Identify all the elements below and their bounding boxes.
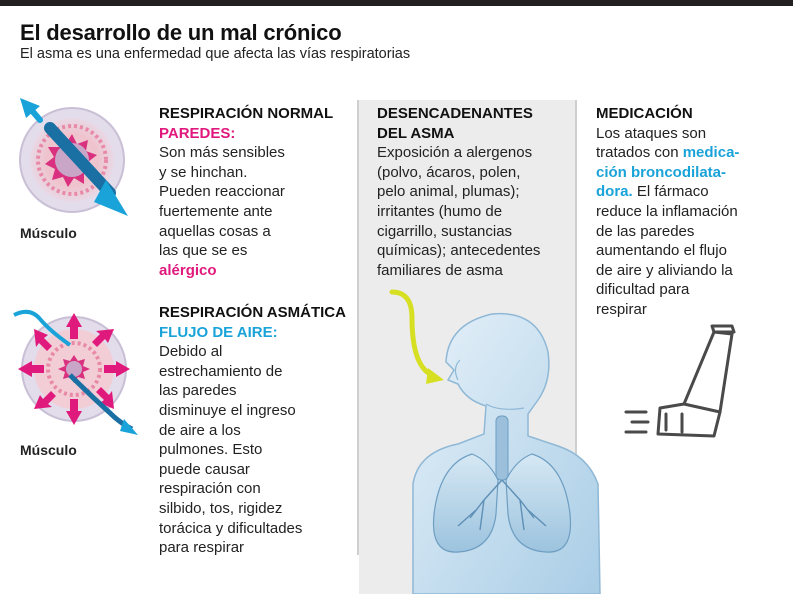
inhaler-icon [620, 312, 780, 442]
normal-line-2: y se hinchan. [159, 163, 248, 181]
medication-line-2-text: tratados con [596, 144, 683, 162]
triggers-line-2: (polvo, ácaros, polen, [377, 163, 521, 181]
triggers-line-5: cigarrillo, sustancias [377, 222, 513, 240]
normal-airway-illustration [10, 98, 150, 228]
normal-line-6: las que se es [159, 242, 248, 260]
asthmatic-line-8: respiración con [159, 480, 261, 498]
triggers-line-3: pelo animal, plumas); [377, 183, 520, 201]
normal-line-5: aquellas cosas a [159, 222, 271, 240]
triggers-line-7: familiares de asma [377, 261, 503, 279]
triggers-text [377, 104, 572, 280]
medication-line-6: de las paredes [596, 222, 695, 240]
medication-line-4 [596, 182, 792, 202]
medication-line-2 [596, 143, 792, 163]
triggers-heading-line-1: DESENCADENANTES [377, 105, 533, 122]
asthmatic-line-9: silbido, tos, rigidez [159, 499, 283, 517]
asthmatic-line-1: Debido al [159, 343, 223, 361]
triggers-line-6: químicas); antecedentes [377, 242, 541, 260]
airflow-subheading: FLUJO DE AIRE: [159, 323, 278, 341]
medication-line-9: dificultad para [596, 281, 690, 299]
triggers-heading-line-2: DEL ASMA [377, 124, 455, 142]
medication-line-4-text: El fármaco [632, 183, 709, 201]
allergic-highlight: alérgico [159, 261, 217, 279]
normal-breathing-heading: RESPIRACIÓN NORMAL [159, 105, 334, 122]
asthmatic-line-7: puede causar [159, 460, 250, 478]
medication-line-8: de aire y aliviando la [596, 261, 733, 279]
asthmatic-line-10: torácica y dificultades [159, 519, 303, 537]
triggers-line-1: Exposición a alergenos [377, 144, 533, 162]
medication-line-10: respirar [596, 300, 647, 318]
normal-line-3: Pueden reaccionar [159, 183, 285, 201]
top-bar [0, 0, 793, 6]
asthmatic-line-3: las paredes [159, 382, 237, 400]
medication-line-7: aumentando el flujo [596, 242, 727, 260]
walls-subheading: PAREDES: [159, 124, 236, 142]
muscle-label-normal: Músculo [20, 225, 77, 241]
asthmatic-line-6: pulmones. Esto [159, 441, 263, 459]
page-subtitle: El asma es una enfermedad que afecta las vías respiratorias [20, 46, 411, 62]
asthmatic-line-4: disminuye el ingreso [159, 401, 296, 419]
normal-breathing-text [159, 104, 359, 280]
bronchodilator-highlight-3: dora. [596, 183, 633, 201]
medication-text [596, 104, 792, 320]
asthmatic-line-11: para respirar [159, 539, 245, 557]
triggers-line-4: irritantes (humo de [377, 202, 503, 220]
asthmatic-airway-illustration [10, 305, 150, 445]
normal-line-1: Son más sensibles [159, 144, 285, 162]
medication-heading: MEDICACIÓN [596, 105, 693, 122]
asthmatic-breathing-heading: RESPIRACIÓN ASMÁTICA [159, 304, 346, 321]
bronchodilator-highlight-1: medica- [682, 144, 740, 162]
page-title: El desarrollo de un mal crónico [20, 20, 342, 45]
asthmatic-breathing-text [159, 303, 359, 558]
medication-line-5: reduce la inflamación [596, 202, 738, 220]
asthmatic-line-5: de aire a los [159, 421, 241, 439]
muscle-label-asthmatic: Músculo [20, 442, 77, 458]
asthmatic-line-2: estrechamiento de [159, 362, 283, 380]
bronchodilator-highlight-2: ción broncodilata- [596, 163, 727, 181]
normal-line-4: fuertemente ante [159, 202, 273, 220]
trigger-arrow [388, 288, 448, 388]
medication-line-1: Los ataques son [596, 124, 707, 142]
